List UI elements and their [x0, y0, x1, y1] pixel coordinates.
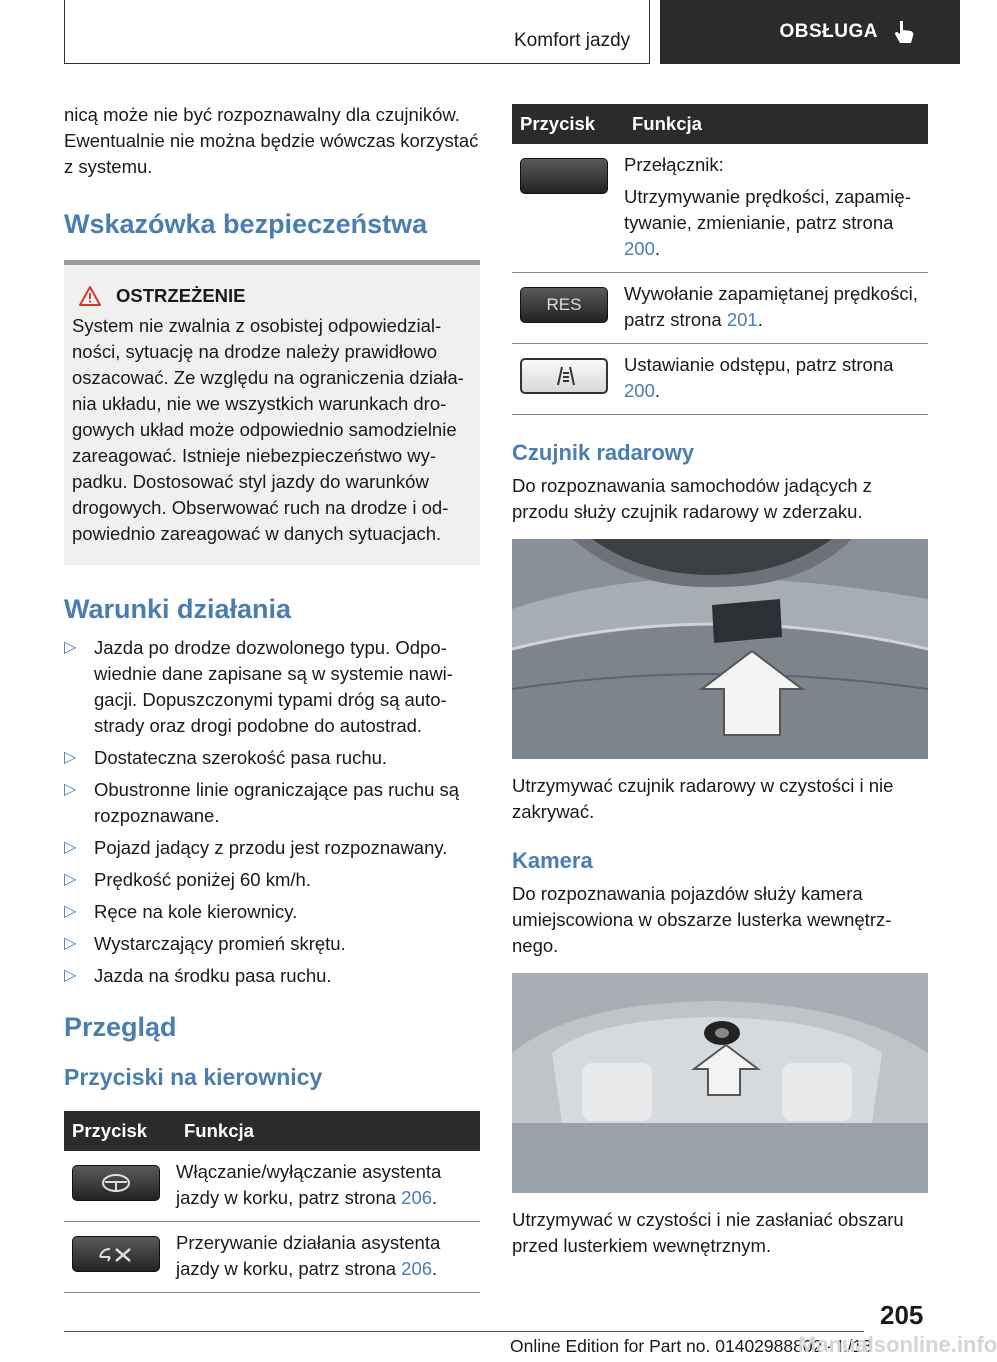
column-header-button: Przycisk	[64, 1111, 176, 1151]
buttons-table	[512, 104, 928, 415]
chapter-label: OBSŁUGA	[779, 21, 878, 42]
header-rule-left	[64, 0, 65, 64]
interrupt-assist-button-icon	[72, 1236, 160, 1272]
header-rule-right	[649, 0, 650, 64]
camera-heading: Kamera	[512, 848, 593, 873]
triangle-bullet-icon: ▷	[64, 871, 77, 888]
warning-triangle-icon	[78, 285, 102, 307]
column-header-function: Funkcja	[624, 104, 928, 144]
triangle-bullet-icon: ▷	[64, 749, 77, 766]
radar-heading: Czujnik radarowy	[512, 440, 695, 465]
header-chapter-tab[interactable]	[660, 0, 960, 64]
table-header-row	[512, 104, 928, 144]
list-item: ▷ Dostateczna szerokość pasa ruchu.	[64, 745, 480, 771]
warning-label: OSTRZEŻENIE	[116, 285, 246, 306]
res-button-icon: RES	[520, 287, 608, 323]
camera-photo	[512, 973, 928, 1193]
rocker-switch-icon	[520, 158, 608, 194]
table-header-row	[64, 1111, 480, 1151]
column-header-button: Przycisk	[512, 104, 624, 144]
page-link[interactable]: 200	[624, 380, 655, 401]
triangle-bullet-icon: ▷	[64, 935, 77, 952]
page-number: 205	[880, 1300, 924, 1330]
hand-pointer-icon	[892, 19, 916, 45]
safety-heading: Wskazówka bezpieczeństwa	[64, 209, 428, 239]
distance-button-icon	[520, 358, 608, 394]
table-row: Przerywanie działania asystenta jazdy w korku, patrz strona 206.	[64, 1222, 480, 1293]
page-link[interactable]: 206	[401, 1187, 433, 1208]
camera-paragraph: Do rozpoznawania pojazdów służy kamera umiejscowiona w obszarze lusterka wewnętrznego.	[512, 883, 892, 956]
triangle-bullet-icon: ▷	[64, 781, 77, 798]
table-row: RES Wywołanie zapamiętanej prędkości, patrz strona 201.	[512, 273, 928, 344]
triangle-bullet-icon: ▷	[64, 903, 77, 920]
radar-paragraph: Do rozpoznawania samochodów jadących z przodu służy czujnik radarowy w zderzaku.	[512, 475, 872, 522]
triangle-bullet-icon: ▷	[64, 639, 77, 656]
footer-rule	[64, 1331, 864, 1332]
list-item: ▷ Wystarczający promień skrętu.	[64, 931, 480, 957]
camera-caption: Utrzymywać w czystości i nie zasłaniać obszaru przed lusterkiem wewnętrznym.	[512, 1209, 904, 1256]
conditions-list	[64, 635, 480, 989]
list-item: ▷ Prędkość poniżej 60 km/h.	[64, 867, 480, 893]
warning-title	[72, 285, 472, 307]
left-column	[64, 100, 480, 1293]
conditions-heading: Warunki działania	[64, 594, 292, 624]
table-row: Przełącznik: Utrzymywanie prędkości, zapamiętywanie, zmienianie, patrz strona 200.	[512, 144, 928, 273]
page-link[interactable]: 201	[726, 309, 758, 330]
steering-assist-button-icon	[72, 1165, 160, 1201]
triangle-bullet-icon: ▷	[64, 839, 77, 856]
list-item: ▷ Ręce na kole kierownicy.	[64, 899, 480, 925]
warning-box	[64, 260, 480, 565]
table-row: Ustawianie odstępu, patrz strona 200.	[512, 344, 928, 415]
warning-text: System nie zwalnia z osobistej odpowiedzialności, sytuację na drodze należy prawidłowo oszacować. Ze względu na ograniczenia działania układu, nie we wszystkich warunkach drogowych układ może odpowiednio samodzielnie zareagować. Istnieje niebezpieczeństwo wypadku. Dostosować styl jazdy do warunków drogowych. Obserwować ruch na drodze i odpowiednio zareagować w danych sytuacjach.	[72, 315, 464, 544]
list-item: ▷ Pojazd jadący z przodu jest rozpoznawany.	[64, 835, 480, 861]
steering-buttons-heading: Przyciski na kierownicy	[64, 1064, 323, 1090]
right-column	[512, 104, 928, 1259]
list-item: ▷ Jazda po drodze dozwolonego typu. Odpowiednie dane zapisane są w systemie nawigacji. Dopuszczonymi typami dróg są autostrady oraz drogi podobne do autostrad.	[64, 637, 453, 736]
footer-watermark: Manualsonline.info	[798, 1332, 997, 1357]
page-link[interactable]: 200	[624, 238, 655, 259]
header-section-title: Komfort jazdy	[514, 30, 631, 51]
footer-edition: Online Edition for Part no. 01402988802 - II/18	[510, 1336, 872, 1356]
radar-caption: Utrzymywać czujnik radarowy w czystości i nie zakrywać.	[512, 775, 894, 822]
intro-paragraph: nicą może nie być rozpoznawalny dla czujników. Ewentualnie nie można będzie wówczas korzystać z systemu.	[64, 104, 479, 177]
list-item: ▷ Obustronne linie ograniczające pas ruchu są rozpoznawane.	[64, 779, 460, 826]
list-item: ▷ Jazda na środku pasa ruchu.	[64, 963, 480, 989]
steering-buttons-table	[64, 1111, 480, 1293]
page-link[interactable]: 206	[401, 1258, 433, 1279]
triangle-bullet-icon: ▷	[64, 967, 77, 984]
overview-heading: Przegląd	[64, 1012, 177, 1042]
header-rule-bottom	[64, 63, 650, 64]
table-row: Włączanie/wyłączanie asystenta jazdy w korku, patrz strona 206.	[64, 1151, 480, 1222]
column-header-function: Funkcja	[176, 1111, 480, 1151]
radar-sensor-photo	[512, 539, 928, 759]
